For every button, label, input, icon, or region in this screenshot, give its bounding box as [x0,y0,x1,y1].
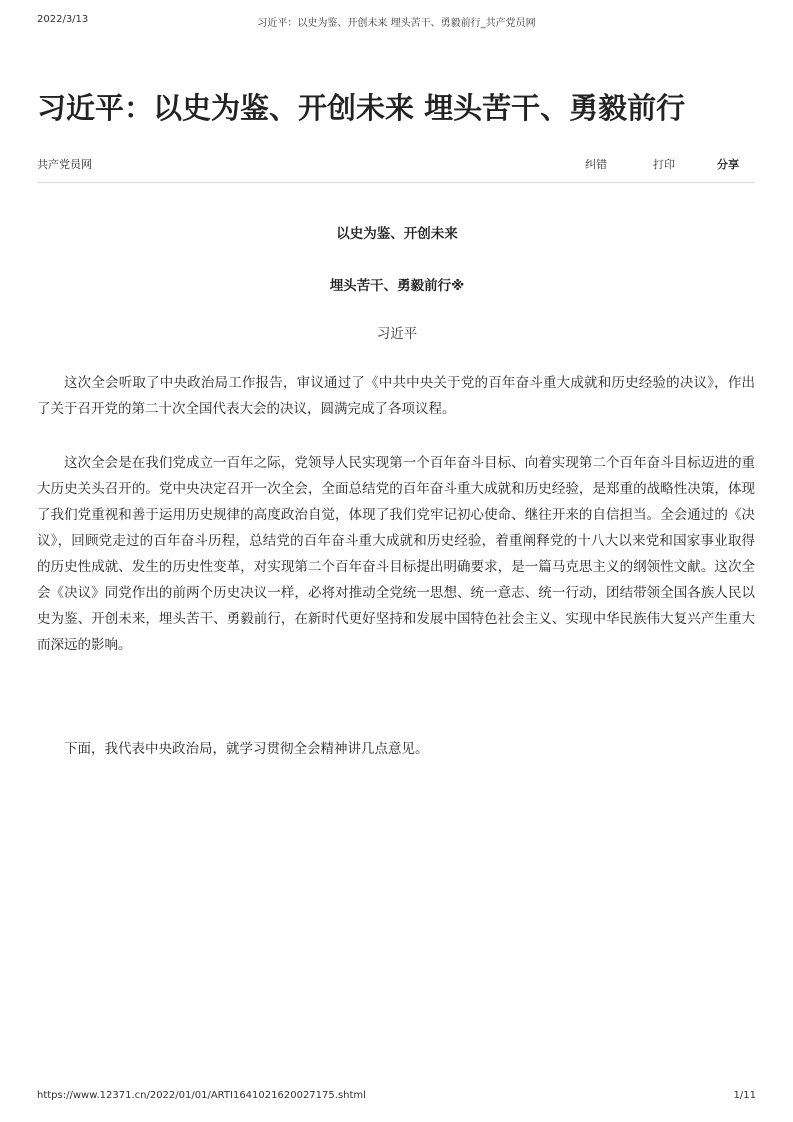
print-doc-title: 习近平：以史为鉴、开创未来 埋头苦干、勇毅前行_共产党员网 [257,18,536,29]
print-page-number: 1/11 [733,1090,756,1101]
article-paragraph: 下面，我代表中央政治局，就学习贯彻全会精神讲几点意见。 [64,741,429,757]
print-link[interactable]: 打印 [653,158,675,171]
article-title: 习近平：以史为鉴、开创未来 埋头苦干、勇毅前行 [37,91,686,125]
print-date: 2022/3/13 [37,14,89,25]
correct-error-link[interactable]: 纠错 [585,158,607,171]
article-paragraph: 这次全会听取了中央政治局工作报告，审议通过了《中共中央关于党的百年奋斗重大成就和历史经验的决议》，作出了关于召开党的第二十次全国代表大会的决议，圆满完成了各项议程。 [37,375,755,417]
article-source[interactable]: 共产党员网 [37,158,92,171]
article-meta-bar [37,156,755,183]
article-paragraph: 这次全会是在我们党成立一百年之际，党领导人民实现第一个百年奋斗目标、向着实现第二个百年奋斗目标迈进的重大历史关头召开的。党中央决定召开一次全会，全面总结党的百年奋斗重大成就和历史经验，是郑重的战略性决策，体现了我们党重视和善于运用历史规律的高度政治自觉，体现了我们党牢记初心使命、继往开来的自信担当。全会通过的《决议》，回顾党走过的百年奋斗历程，总结党的百年奋斗重大成就和历史经验，着重阐释党的十八大以来党和国家事业取得的历史性成就、发生的历史性变革，对实现第二个百年奋斗目标提出明确要求，是一篇马克思主义的纲领性文献。这次全会《决议》同党作出的前两个历史决议一样，必将对推动全党统一思想、统一意志、统一行动，团结带领全国各族人民以史为鉴、开创未来，埋头苦干、勇毅前行，在新时代更好坚持和发展中国特色社会主义、实现中华民族伟大复兴产生重大而深远的影响。 [37,455,755,653]
print-url: https://www.12371.cn/2022/01/01/ARTI1641021620027175.shtml [37,1090,366,1101]
article-author: 习近平 [376,326,418,342]
share-link[interactable]: 分享 [717,158,739,171]
article-heading-line-1: 以史为鉴、开创未来 [336,226,458,242]
article-heading-line-2: 埋头苦干、勇毅前行※ [329,278,465,294]
